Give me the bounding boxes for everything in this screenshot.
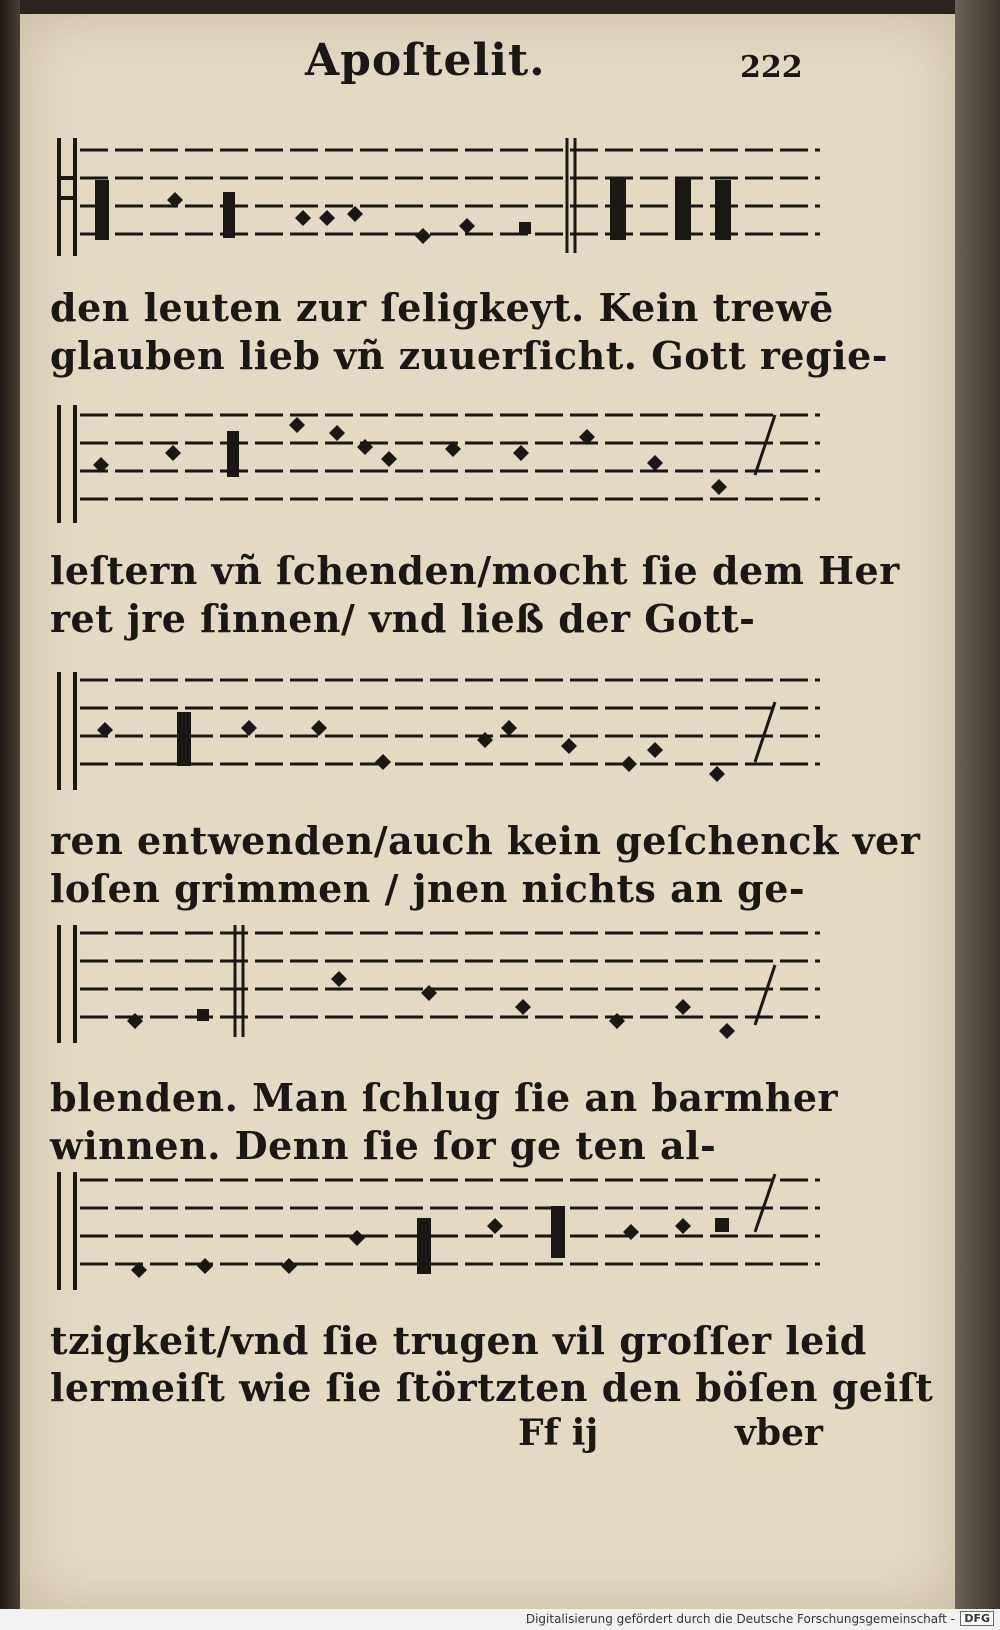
running-title: Apoſtelit. — [305, 35, 546, 86]
lyric-line: winnen. Denn ſie ſor ge ten al- — [50, 1123, 717, 1168]
music-staff-1 — [55, 138, 825, 268]
lyric-line: den leuten zur ſeligkeyt. Kein trewē — [50, 285, 834, 330]
music-staff-2 — [55, 405, 825, 535]
lyric-line: ret jre ſinnen/ vnd ließ der Gott- — [50, 596, 756, 641]
page-edge — [955, 0, 1000, 1630]
lyric-line: blenden. Man ſchlug ſie an barmher — [50, 1075, 839, 1120]
lyric-line: tzigkeit/vnd ſie trugen vil groſſer leid — [50, 1318, 867, 1363]
catchword: vber — [735, 1412, 823, 1454]
book-spine — [0, 0, 20, 1630]
music-staff-5 — [55, 1172, 825, 1302]
page-number: 222 — [740, 50, 803, 85]
footer-bar — [0, 1609, 1000, 1630]
footer-credit: Digitalisierung gefördert durch die Deutsche Forschungsgemeinschaft - — [525, 1612, 955, 1626]
lyric-line: ren entwenden/auch kein geſchenck ver — [50, 818, 921, 863]
music-staff-3 — [55, 672, 825, 802]
signature-mark: Ff ij — [518, 1412, 599, 1454]
music-staff-4 — [55, 925, 825, 1055]
lyric-line: leſtern vñ ſchenden/mocht ſie dem Her — [50, 548, 900, 593]
lyric-line: loſen grimmen / jnen nichts an ge- — [50, 866, 806, 911]
lyric-line: glauben lieb vñ zuuerſicht. Gott regie- — [50, 333, 889, 378]
dfg-logo: DFG — [960, 1611, 994, 1626]
lyric-line: lermeiſt wie ſie ſtörtzten den böſen geiſt — [50, 1365, 934, 1410]
